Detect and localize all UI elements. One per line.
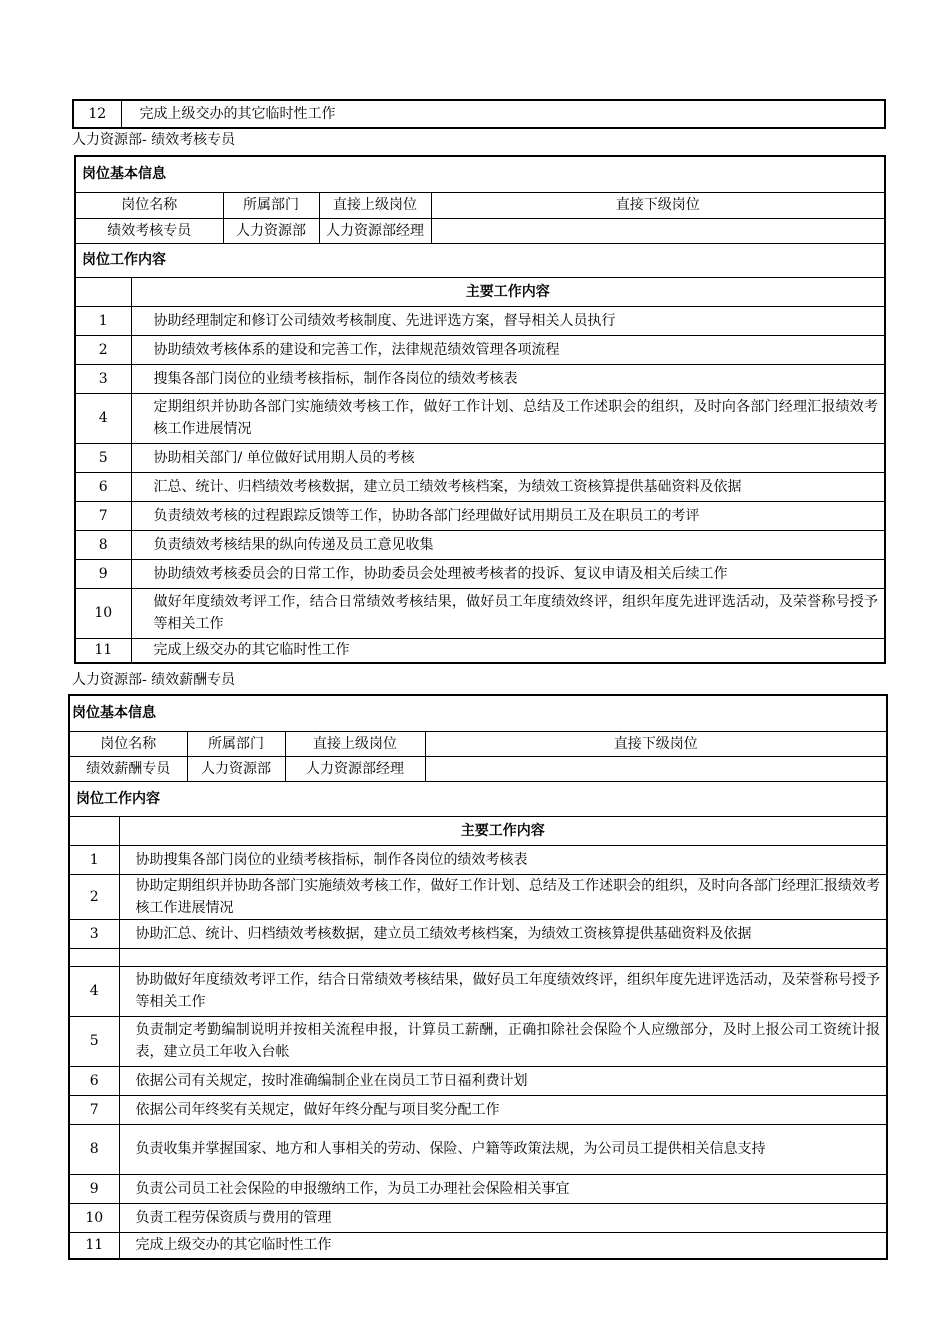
work-items (75, 306, 885, 663)
table-row (69, 731, 887, 756)
item-number: 11 (75, 638, 131, 663)
table-row (69, 1095, 887, 1124)
item-number: 3 (75, 364, 131, 393)
value-superior: 人力资源部经理 (285, 756, 425, 781)
item-text: 协助汇总、统计、归档绩效考核数据，建立员工绩效考核档案，为绩效工资核算提供基础资料及依据 (119, 919, 887, 948)
table-row (69, 1203, 887, 1232)
table-row (69, 966, 887, 1016)
value-department: 人力资源部 (223, 218, 319, 243)
value-job-name: 绩效考核专员 (75, 218, 223, 243)
work-items (69, 845, 887, 1259)
table-row (69, 1016, 887, 1066)
table-row (73, 100, 885, 128)
item-text: 依据公司年终奖有关规定，做好年终分配与项目奖分配工作 (119, 1095, 887, 1124)
item-number: 4 (69, 966, 119, 1016)
header-subordinate: 直接下级岗位 (431, 192, 885, 218)
work-title: 岗位工作内容 (75, 243, 885, 277)
item-text: 负责绩效考核的过程跟踪反馈等工作，协助各部门经理做好试用期员工及在职员工的考评 (131, 501, 885, 530)
work-title: 岗位工作内容 (69, 781, 887, 816)
item-number: 8 (75, 530, 131, 559)
value-job-name: 绩效薪酬专员 (69, 756, 187, 781)
table-row (69, 1124, 887, 1174)
item-text: 负责收集并掌握国家、地方和人事相关的劳动、保险、户籍等政策法规，为公司员工提供相关信息支持 (119, 1124, 887, 1174)
item-number: 5 (69, 1016, 119, 1066)
table-row (75, 472, 885, 501)
item-text: 协助定期组织并协助各部门实施绩效考核工作，做好工作计划、总结及工作述职会的组织，及时向各部门经理汇报绩效考核工作进展情况 (119, 874, 887, 919)
item-text: 负责制定考勤编制说明并按相关流程申报，计算员工薪酬，正确扣除社会保险个人应缴部分，及时上报公司工资统计报表，建立员工年收入台帐 (119, 1016, 887, 1066)
section-label: 人力资源部- 绩效考核专员 (72, 132, 236, 148)
item-text: 协助相关部门/ 单位做好试用期人员的考核 (131, 443, 885, 472)
item-number: 10 (69, 1203, 119, 1232)
info-title: 岗位基本信息 (75, 156, 885, 192)
table-row (75, 335, 885, 364)
value-subordinate (425, 756, 887, 781)
header-subordinate: 直接下级岗位 (425, 731, 887, 756)
table-row (75, 559, 885, 588)
item-number: 11 (69, 1232, 119, 1259)
table-row (75, 156, 885, 192)
table-row (75, 306, 885, 335)
table-row (75, 393, 885, 443)
item-number: 6 (69, 1066, 119, 1095)
header-department: 所属部门 (223, 192, 319, 218)
item-text: 定期组织并协助各部门实施绩效考核工作，做好工作计划、总结及工作述职会的组织，及时向各部门经理汇报绩效考核工作进展情况 (131, 393, 885, 443)
table-row (69, 1232, 887, 1259)
item-number: 6 (75, 472, 131, 501)
header-superior: 直接上级岗位 (319, 192, 431, 218)
header-department: 所属部门 (187, 731, 285, 756)
item-text: 完成上级交办的其它临时性工作 (119, 1232, 887, 1259)
item-number: 12 (73, 100, 121, 128)
item-number: 8 (69, 1124, 119, 1174)
table-row (75, 277, 885, 306)
blank-cell (69, 816, 119, 845)
table-row (69, 756, 887, 781)
table-row (75, 638, 885, 663)
item-text: 协助绩效考核委员会的日常工作，协助委员会处理被考核者的投诉、复议申请及相关后续工作 (131, 559, 885, 588)
job-table-performance-assessment (74, 155, 886, 664)
table-row (75, 364, 885, 393)
table-row (69, 1174, 887, 1203)
header-superior: 直接上级岗位 (285, 731, 425, 756)
item-text: 协助经理制定和修订公司绩效考核制度、先进评选方案，督导相关人员执行 (131, 306, 885, 335)
item-number: 3 (69, 919, 119, 948)
item-number: 4 (75, 393, 131, 443)
top-continuation-table (72, 99, 886, 129)
table-row (69, 781, 887, 816)
value-subordinate (431, 218, 885, 243)
blank-cell (75, 277, 131, 306)
item-text: 依据公司有关规定，按时准确编制企业在岗员工节日福利费计划 (119, 1066, 887, 1095)
item-text: 负责公司员工社会保险的申报缴纳工作，为员工办理社会保险相关事宜 (119, 1174, 887, 1203)
item-text: 搜集各部门岗位的业绩考核指标，制作各岗位的绩效考核表 (131, 364, 885, 393)
item-number: 2 (69, 874, 119, 919)
table-row (69, 948, 887, 966)
value-superior: 人力资源部经理 (319, 218, 431, 243)
table-row (69, 919, 887, 948)
item-text: 完成上级交办的其它临时性工作 (131, 638, 885, 663)
table-row (69, 845, 887, 874)
header-job-name: 岗位名称 (75, 192, 223, 218)
job-table-performance-compensation (68, 694, 888, 1260)
item-number: 7 (69, 1095, 119, 1124)
table-row (75, 243, 885, 277)
table-row (69, 874, 887, 919)
table-row (75, 218, 885, 243)
item-text: 完成上级交办的其它临时性工作 (121, 100, 885, 128)
item-number: 10 (75, 588, 131, 638)
item-text (119, 948, 887, 966)
table-row (75, 530, 885, 559)
item-number: 7 (75, 501, 131, 530)
item-number: 5 (75, 443, 131, 472)
item-text: 协助做好年度绩效考评工作，结合日常绩效考核结果，做好员工年度绩效终评，组织年度先进评选活动，及荣誉称号授予等相关工作 (119, 966, 887, 1016)
item-text: 汇总、统计、归档绩效考核数据，建立员工绩效考核档案，为绩效工资核算提供基础资料及依据 (131, 472, 885, 501)
table-row (75, 443, 885, 472)
item-number (69, 948, 119, 966)
section-label: 人力资源部- 绩效薪酬专员 (72, 672, 236, 688)
item-number: 9 (69, 1174, 119, 1203)
item-text: 做好年度绩效考评工作，结合日常绩效考核结果，做好员工年度绩效终评，组织年度先进评选活动，及荣誉称号授予等相关工作 (131, 588, 885, 638)
item-number: 9 (75, 559, 131, 588)
main-work-title: 主要工作内容 (119, 816, 887, 845)
item-number: 2 (75, 335, 131, 364)
table-row (75, 501, 885, 530)
table-row (69, 816, 887, 845)
item-text: 协助绩效考核体系的建设和完善工作，法律规范绩效管理各项流程 (131, 335, 885, 364)
main-work-title: 主要工作内容 (131, 277, 885, 306)
item-number: 1 (75, 306, 131, 335)
item-number: 1 (69, 845, 119, 874)
table-row (75, 192, 885, 218)
table-row (69, 1066, 887, 1095)
table-row (69, 695, 887, 731)
item-text: 负责工程劳保资质与费用的管理 (119, 1203, 887, 1232)
value-department: 人力资源部 (187, 756, 285, 781)
item-text: 负责绩效考核结果的纵向传递及员工意见收集 (131, 530, 885, 559)
item-text: 协助搜集各部门岗位的业绩考核指标，制作各岗位的绩效考核表 (119, 845, 887, 874)
info-title: 岗位基本信息 (69, 695, 887, 731)
header-job-name: 岗位名称 (69, 731, 187, 756)
table-row (75, 588, 885, 638)
